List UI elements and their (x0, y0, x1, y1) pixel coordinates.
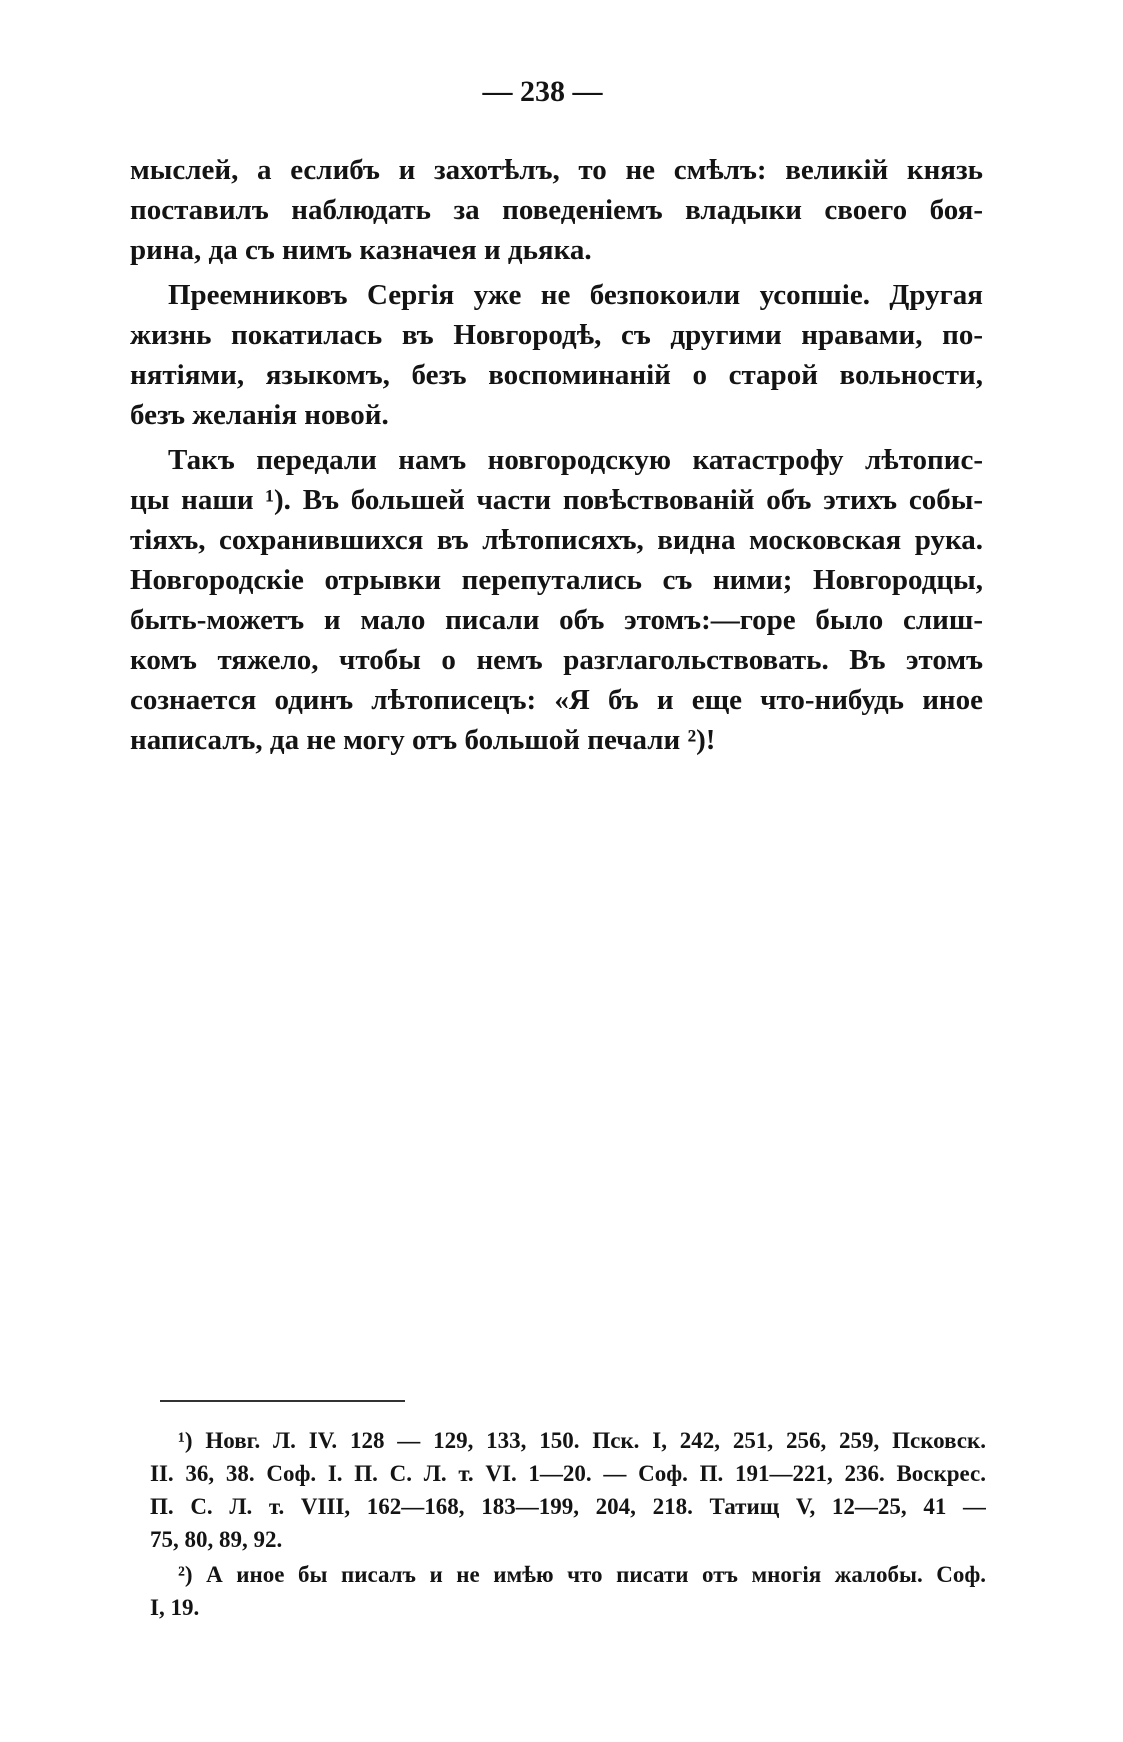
text-line: безъ желанія новой. (130, 399, 389, 431)
text-line: Преемниковъ Сергія уже не безпокоили усопшіе. Другая (168, 279, 983, 311)
footnote-1 (150, 1424, 986, 1556)
body-text (130, 150, 983, 760)
footnote-line: П. С. Л. т. VIII, 162—168, 183—199, 204, 218. Татищ V, 12—25, 41 — (150, 1494, 986, 1519)
text-line: жизнь покатилась въ Новгородѣ, съ другими нравами, по- (130, 319, 983, 351)
footnote-line: II. 36, 38. Соф. I. П. С. Л. т. VI. 1—20. — Соф. П. 191—221, 236. Воскрес. (150, 1461, 986, 1486)
text-line: быть-можетъ и мало писали объ этомъ:—горе было слиш- (130, 604, 983, 636)
text-line: рина, да съ нимъ казначея и дьяка. (130, 234, 592, 266)
footnote-divider (160, 1400, 405, 1402)
text-line: комъ тяжело, чтобы о немъ разглагольствовать. Въ этомъ (130, 644, 983, 676)
text-line: тіяхъ, сохранившихся въ лѣтописяхъ, видна московская рука. (130, 524, 983, 556)
text-line: мыслей, а еслибъ и захотѣлъ, то не смѣлъ: великій князь (130, 154, 983, 186)
footnote-line: ¹) Новг. Л. IV. 128 — 129, 133, 150. Пск. I, 242, 251, 256, 259, Псковск. (178, 1428, 986, 1453)
paragraph-2 (130, 275, 983, 435)
text-line: Новгородскіе отрывки перепутались съ ними; Новгородцы, (130, 564, 983, 596)
footnote-line: 75, 80, 89, 92. (150, 1527, 283, 1552)
text-line: поставилъ наблюдать за поведеніемъ владыки своего боя- (130, 194, 983, 226)
text-line: Такъ передали намъ новгородскую катастрофу лѣтопис- (168, 444, 983, 476)
paragraph-3 (130, 440, 983, 760)
text-line: цы наши ¹). Въ большей части повѣствованій объ этихъ собы- (130, 484, 983, 516)
footnotes (150, 1424, 986, 1624)
footnote-line: ²) А иное бы писалъ и не имѣю что писати отъ многія жалобы. Соф. (178, 1562, 986, 1587)
text-line: нятіями, языкомъ, безъ воспоминаній о старой вольности, (130, 359, 983, 391)
text-line: сознается одинъ лѣтописецъ: «Я бъ и еще что-нибудь иное (130, 684, 983, 716)
paragraph-1 (130, 150, 983, 270)
footnote-2 (150, 1558, 986, 1624)
text-line: написалъ, да не могу отъ большой печали ²)! (130, 724, 716, 756)
page-number: — 238 — (482, 75, 603, 108)
footnote-line: I, 19. (150, 1595, 200, 1620)
